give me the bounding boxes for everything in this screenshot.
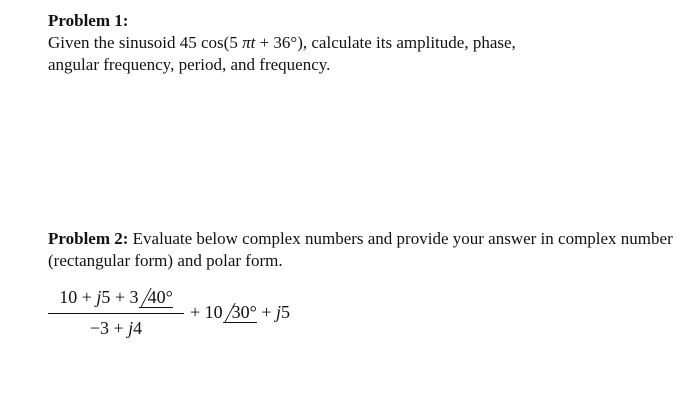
rest-part-b: + — [256, 302, 277, 322]
fraction-numerator — [48, 287, 184, 308]
problem-2-line-1 — [48, 228, 688, 250]
problem-2 — [48, 228, 688, 272]
rest-part-a: + 10 — [190, 302, 223, 322]
pi-t-symbol: πt — [242, 33, 256, 52]
rest-angle: 30° — [223, 302, 257, 323]
num-angle: 40° — [139, 287, 173, 308]
problem-1-text-b: + 36°), calculate its amplitude, phase, — [255, 33, 516, 52]
problem-1-line-1 — [48, 32, 688, 54]
expression-rest — [190, 302, 290, 323]
fraction-bar — [48, 313, 184, 314]
num-part-b: 5 + 3 — [101, 287, 139, 307]
problem-1 — [48, 10, 688, 76]
num-part-a: 10 + — [59, 287, 97, 307]
fraction-denominator — [48, 318, 184, 339]
problem-2-text: Evaluate below complex numbers and provide your answer in complex number — [128, 229, 673, 248]
problem-2-line-2: (rectangular form) and polar form. — [48, 251, 283, 270]
den-part-a: −3 + — [89, 318, 129, 338]
rest-j: j — [276, 302, 282, 322]
den-j: j — [128, 318, 134, 338]
problem-1-text-a: Given the sinusoid 45 cos(5 — [48, 33, 243, 52]
problem-1-line-2: angular frequency, period, and frequency. — [48, 55, 331, 74]
den-part-b: 4 — [133, 318, 143, 338]
rest-part-c: 5 — [281, 302, 291, 322]
problem-1-title: Problem 1: — [48, 11, 129, 30]
num-j: j — [96, 287, 102, 307]
problem-2-title: Problem 2: — [48, 229, 129, 248]
